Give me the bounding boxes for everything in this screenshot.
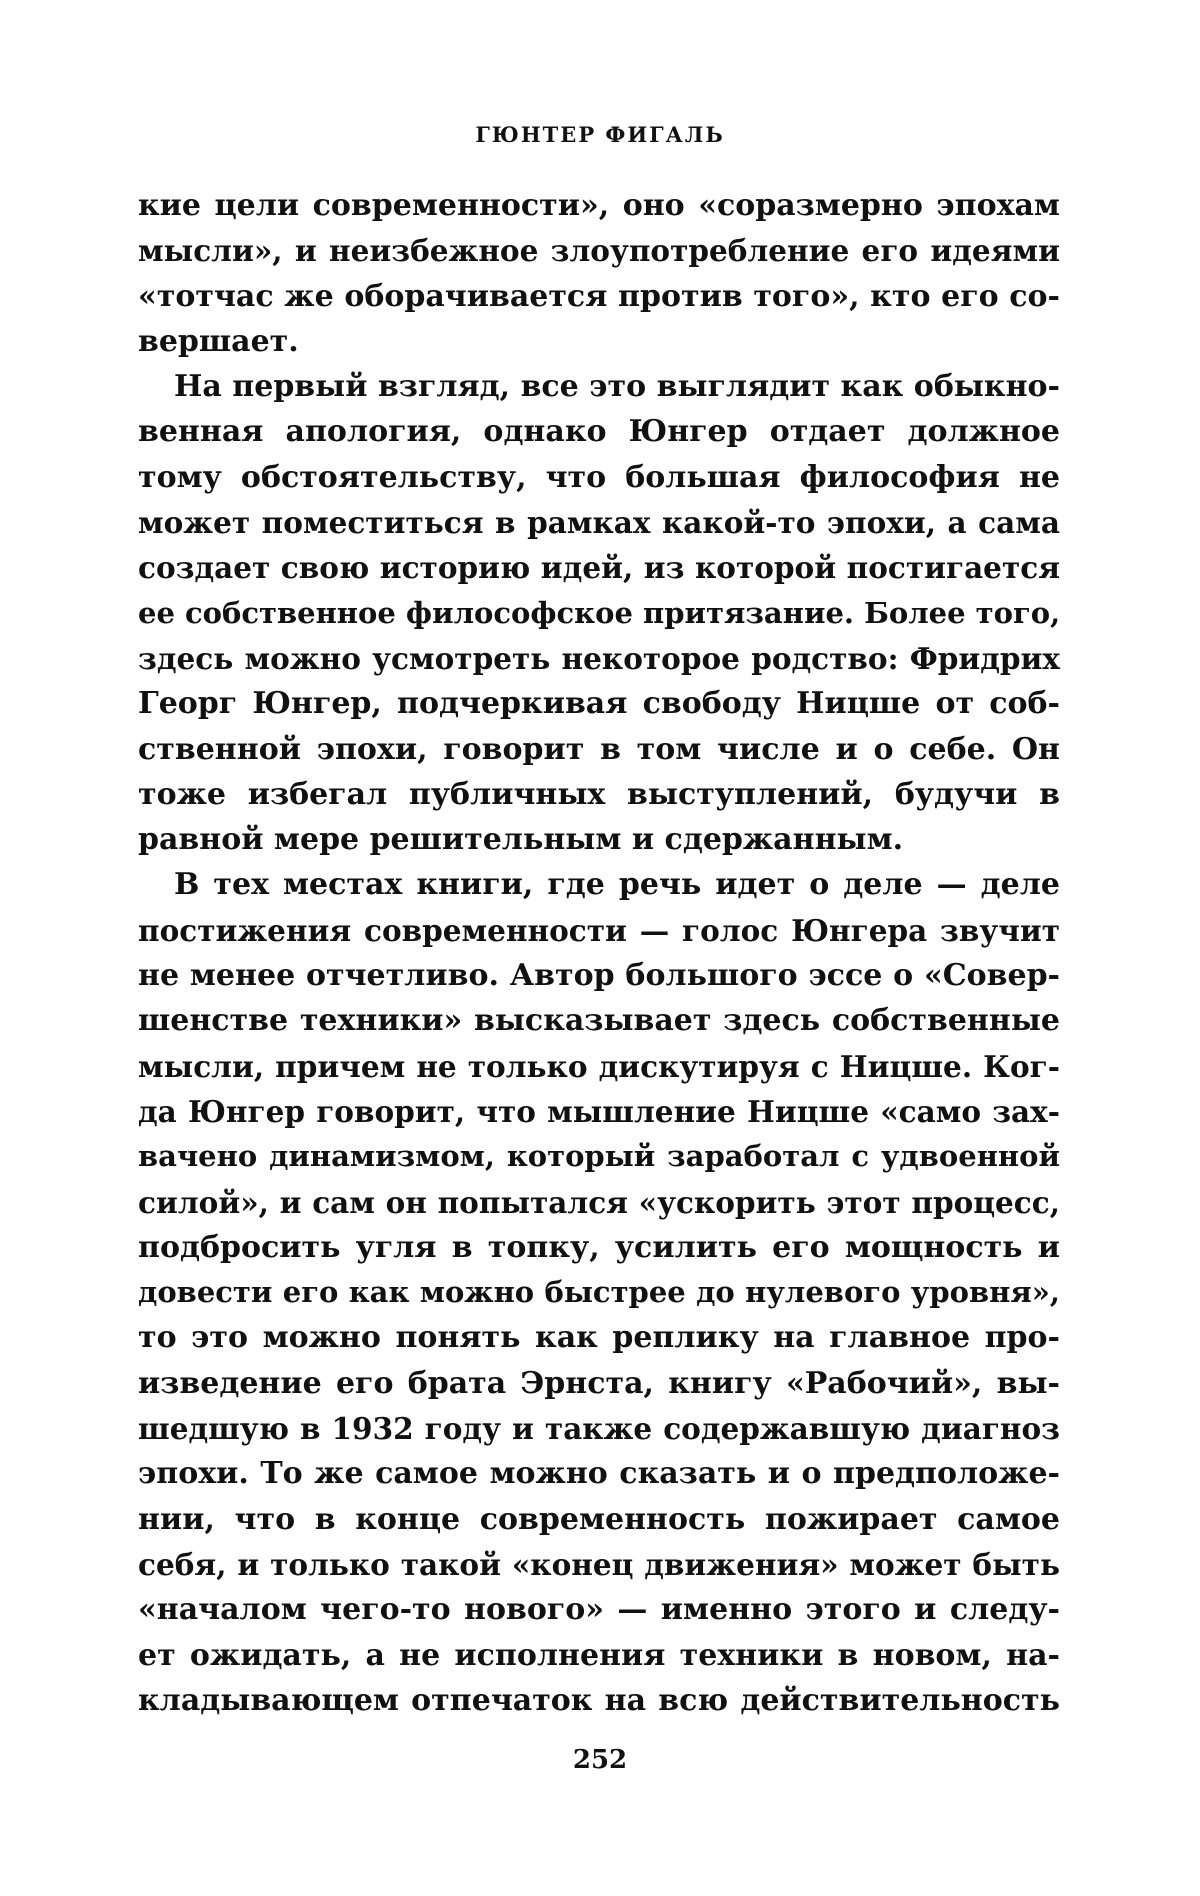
- text-line: нии, что в конце современность пожирает самое: [138, 1501, 1060, 1537]
- text-line: изведение его брата Эрнста, книгу «Рабочий», вы-: [138, 1365, 1060, 1401]
- text-line: себя, и только такой «конец движения» может быть: [138, 1546, 1060, 1582]
- text-line: кладывающем отпечаток на всю действительность: [138, 1682, 1060, 1718]
- text-line: то это можно понять как реплику на главное про-: [138, 1320, 1060, 1356]
- text-line: силой», и сам он попытался «ускорить этот процесс,: [138, 1184, 1060, 1220]
- text-line: постижения современности — голос Юнгера звучит: [138, 912, 1060, 948]
- text-line: да Юнгер говорит, что мышление Ницше «само зах-: [138, 1093, 1060, 1129]
- text-line: ее собственное философское притязание. Более того,: [138, 595, 1061, 630]
- text-line: может поместиться в рамках какой-то эпохи, а сама: [138, 505, 1060, 541]
- text-line: шенстве техники» высказывает здесь собственные: [138, 1003, 1060, 1039]
- text-line: «тотчас же оборачивается против того», кто его со-: [138, 278, 1060, 314]
- text-line: здесь можно усмотреть некоторое родство: Фридрих: [138, 640, 1060, 676]
- text-line: мысли, причем не только дискутируя с Ницше. Ког-: [138, 1048, 1060, 1084]
- text-line: создает свою историю идей, из которой постигается: [138, 550, 1060, 586]
- text-line: равной мере решительным и сдержанным.: [138, 822, 904, 858]
- text-line: В тех местах книги, где речь идет о деле — деле: [174, 867, 1060, 903]
- text-line: На первый взгляд, все это выглядит как обыкно-: [174, 369, 1060, 405]
- text-line: венная апология, однако Юнгер отдает должное: [138, 414, 1060, 450]
- text-line: Георг Юнгер, подчеркивая свободу Ницше от соб-: [138, 686, 1060, 722]
- text-line: шедшую в 1932 году и также содержавшую диагноз: [138, 1411, 1060, 1447]
- text-line: вачено динамизмом, который заработал с удвоенной: [138, 1139, 1060, 1174]
- running-header: ГЮНТЕР ФИГАЛЬ: [475, 122, 725, 147]
- text-line: ет ожидать, а не исполнения техники в новом, на-: [138, 1637, 1060, 1673]
- text-line: кие цели современности», оно «соразмерно эпохам: [138, 188, 1060, 223]
- text-line: тому обстоятельству, что большая философия не: [138, 459, 1060, 495]
- body-text: [138, 183, 1060, 1723]
- text-line: не менее отчетливо. Автор большого эссе о «Совер-: [138, 958, 1060, 994]
- text-line: мысли», и неизбежное злоупотребление его идеями: [138, 233, 1060, 269]
- text-line: эпохи. То же самое можно сказать и о предположе-: [138, 1456, 1060, 1492]
- text-line: «началом чего-то нового» — именно этого и следу-: [138, 1592, 1060, 1628]
- text-line: вершает.: [138, 323, 299, 359]
- text-line: подбросить угля в топку, усилить его мощность и: [138, 1229, 1060, 1265]
- text-line: ственной эпохи, говорит в том числе и о себе. Он: [138, 731, 1060, 767]
- text-line: тоже избегал публичных выступлений, будучи в: [138, 776, 1060, 812]
- text-line: довести его как можно быстрее до нулевого уровня»,: [138, 1275, 1060, 1310]
- page-number: 252: [572, 1745, 628, 1775]
